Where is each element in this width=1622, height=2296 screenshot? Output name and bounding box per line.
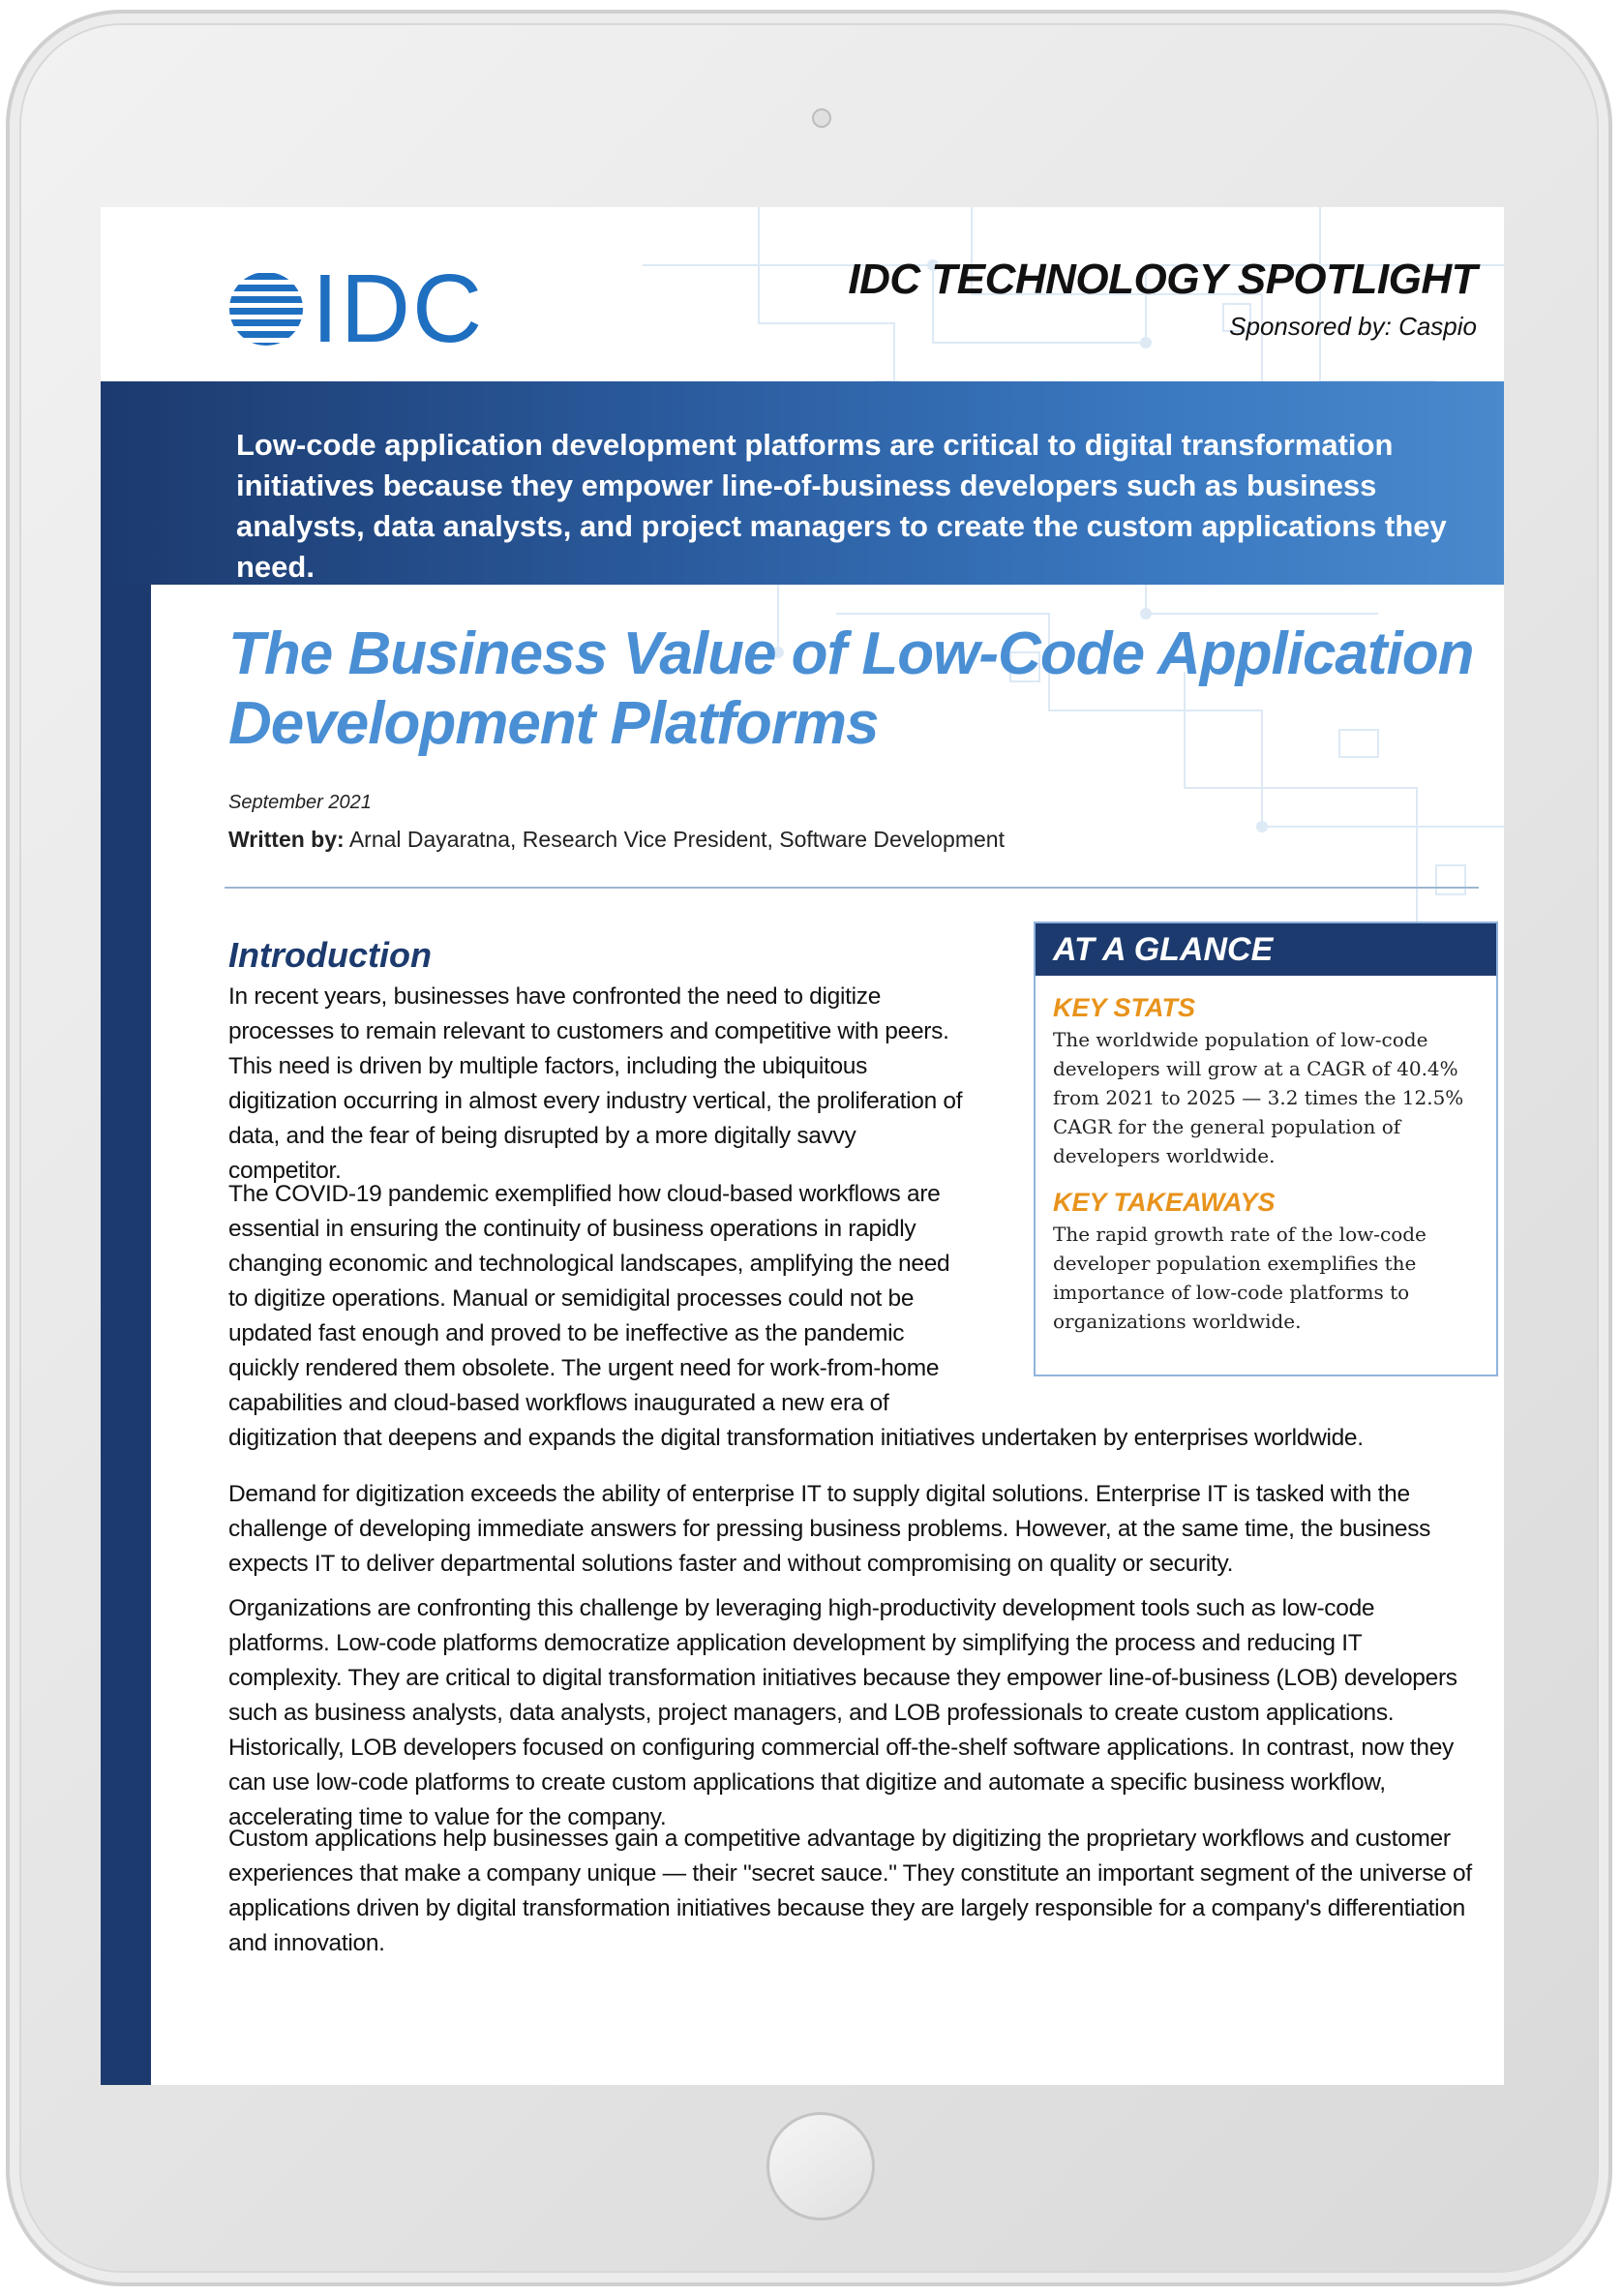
key-stats-heading: KEY STATS bbox=[1053, 993, 1196, 1022]
document-title: The Business Value of Low-Code Application Development Platforms bbox=[228, 620, 1474, 757]
idc-globe-logo-icon bbox=[226, 269, 306, 348]
idc-logo bbox=[226, 255, 485, 363]
summary-banner bbox=[101, 381, 1504, 585]
at-a-glance-box bbox=[1034, 921, 1498, 1376]
key-takeaways-heading: KEY TAKEAWAYS bbox=[1053, 1188, 1276, 1217]
key-stats-text: The worldwide population of low-code developers will grow at a CAGR of 40.4% from 2021 to 2025 — 3.2 times the 12.5% CAGR for the general population of developers worldwide. bbox=[1053, 1028, 1464, 1167]
publication-date: September 2021 bbox=[228, 792, 372, 813]
sponsor-line: Sponsored by: Caspio bbox=[1229, 312, 1477, 341]
paragraph-text: The COVID-19 pandemic exemplified how cloud-based workflows are essential in ensuring the continuity of business operations in rapidly changing economic and technological landscapes, amplifying the need to digitize operations. Manual or semidigital processes could not be updated fast enough and proved to be ineffective as the pandemic quickly rendered them obsolete. The urgent need for work-from-home capabilities and cloud-based workflows inaugurated a new era of digitization that deepens and expands the digital transformation initiatives undertaken by enterprises worldwide. bbox=[228, 1181, 1364, 1451]
banner-text: Low-code application development platforms are critical to digital transformation initiatives because they empower line-of-business developers such as business analysts, data analysts, and project managers to create the custom applications they need. bbox=[236, 428, 1447, 584]
key-takeaways-text: The rapid growth rate of the low-code developer population exemplifies the importance of low-code platforms to organizations worldwide. bbox=[1053, 1223, 1427, 1333]
byline bbox=[228, 827, 1005, 853]
camera-icon bbox=[812, 108, 831, 128]
divider bbox=[225, 887, 1479, 889]
left-accent-bar bbox=[101, 381, 151, 2085]
spotlight-header bbox=[848, 256, 1477, 342]
section-heading-introduction: Introduction bbox=[228, 935, 432, 975]
byline-author: Arnal Dayaratna, Research Vice President, Software Development bbox=[348, 827, 1005, 852]
document-page bbox=[101, 207, 1504, 2085]
paragraph: Demand for digitization exceeds the ability of enterprise IT to supply digital solutions. Enterprise IT is tasked with the challenge of developing immediate answers for pressing business problems. However, at the same time, the business expects IT to deliver departmental solutions faster and without compromising on quality or security. bbox=[228, 1481, 1431, 1577]
at-a-glance-body bbox=[1036, 976, 1496, 1336]
at-a-glance-title: AT A GLANCE bbox=[1036, 923, 1496, 976]
paragraph: Custom applications help businesses gain a competitive advantage by digitizing the proprietary workflows and customer experiences that make a company unique — their "secret sauce." They constitute an important segment of the universe of applications driven by digital transformation initiatives because they are largely responsible for a company's differentiation and innovation. bbox=[228, 1826, 1472, 1956]
spotlight-title: IDC TECHNOLOGY SPOTLIGHT bbox=[848, 256, 1477, 303]
paragraph: Organizations are confronting this challenge by leveraging high-productivity development tools such as low-code platforms. Low-code platforms democratize application development by simplifying the process and reducing IT complexity. They are critical to digital transformation initiatives because they empower line-of-business (LOB) developers such as business analysts, data analysts, project managers, and LOB professionals to create custom applications. Historically, LOB developers focused on configuring commercial off-the-shelf software applications. In contrast, now they can use low-code platforms to create custom applications that digitize and automate a specific business workflow, accelerating time to value for the company. bbox=[228, 1595, 1457, 1830]
paragraph: In recent years, businesses have confronted the need to digitize processes to remain relevant to customers and competitive with peers. This need is driven by multiple factors, including the ubiquitous digitization occurring in almost every industry vertical, the proliferation of data, and the fear of being disrupted by a more digitally savvy competitor. bbox=[228, 983, 963, 1184]
logo-wordmark: IDC bbox=[312, 255, 485, 363]
byline-label: Written by: bbox=[228, 827, 345, 852]
home-button-icon[interactable] bbox=[766, 2112, 875, 2220]
